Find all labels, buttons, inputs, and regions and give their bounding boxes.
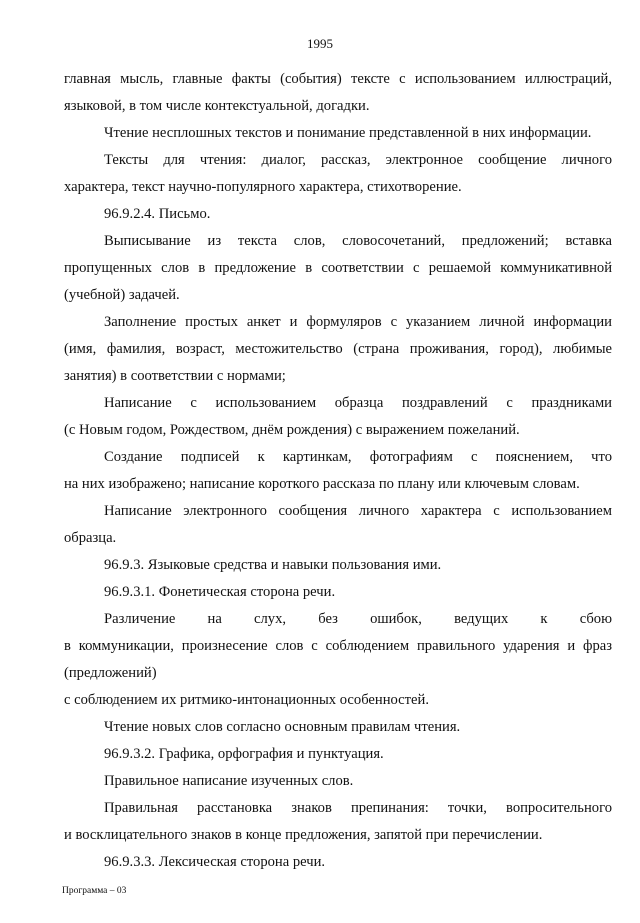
text-line: и восклицательного знаков в конце предложения, запятой при перечислении. xyxy=(64,827,543,843)
section-heading: 96.9.3.2. Графика, орфография и пунктуация. xyxy=(104,746,384,762)
text-line: с соблюдением их ритмико-интонационных особенностей. xyxy=(64,692,429,708)
text-line: пропущенных слов в предложение в соответствии с решаемой коммуникативной xyxy=(64,260,612,276)
footer-label: Программа – 03 xyxy=(62,886,127,896)
text-line: Написание электронного сообщения личного характера с использованием xyxy=(104,503,612,519)
text-line: в коммуникации, произнесение слов с соблюдением правильного ударения и фраз xyxy=(64,638,612,654)
text-line: (учебной) задачей. xyxy=(64,287,180,303)
section-heading: 96.9.3. Языковые средства и навыки пользования ими. xyxy=(104,557,442,573)
text-line: Заполнение простых анкет и формуляров с указанием личной информации xyxy=(104,314,612,330)
text-line: Выписывание из текста слов, словосочетаний, предложений; вставка xyxy=(104,233,612,249)
text-line: Тексты для чтения: диалог, рассказ, электронное сообщение личного xyxy=(104,152,612,168)
section-heading: 96.9.3.1. Фонетическая сторона речи. xyxy=(104,584,336,600)
page-number: 1995 xyxy=(307,36,333,51)
text-line: Создание подписей к картинкам, фотографиям с пояснением, что xyxy=(104,449,612,465)
text-line: Чтение несплошных текстов и понимание представленной в них информации. xyxy=(104,125,592,141)
section-heading: 96.9.3.3. Лексическая сторона речи. xyxy=(104,854,326,870)
text-line: Написание с использованием образца поздравлений с праздниками xyxy=(104,395,612,411)
text-line: Правильная расстановка знаков препинания: точки, вопросительного xyxy=(104,800,612,816)
text-line: Правильное написание изученных слов. xyxy=(104,773,354,789)
text-line: (с Новым годом, Рождеством, днём рождения) с выражением пожеланий. xyxy=(64,422,520,438)
text-line: занятия) в соответствии с нормами; xyxy=(64,368,286,384)
text-line: Чтение новых слов согласно основным правилам чтения. xyxy=(104,719,461,735)
text-line: на них изображено; написание короткого рассказа по плану или ключевым словам. xyxy=(64,476,580,492)
section-heading: 96.9.2.4. Письмо. xyxy=(104,206,211,222)
text-line: Различение на слух, без ошибок, ведущих к сбою xyxy=(104,611,612,627)
text-line: главная мысль, главные факты (события) тексте с использованием иллюстраций, xyxy=(64,71,612,87)
text-line: образца. xyxy=(64,530,117,546)
text-line: характера, текст научно-популярного характера, стихотворение. xyxy=(64,179,462,195)
text-line: (предложений) xyxy=(64,665,157,681)
text-line: (имя, фамилия, возраст, местожительство (страна проживания, город), любимые xyxy=(64,341,612,357)
text-line: языковой, в том числе контекстуальной, догадки. xyxy=(64,98,370,114)
